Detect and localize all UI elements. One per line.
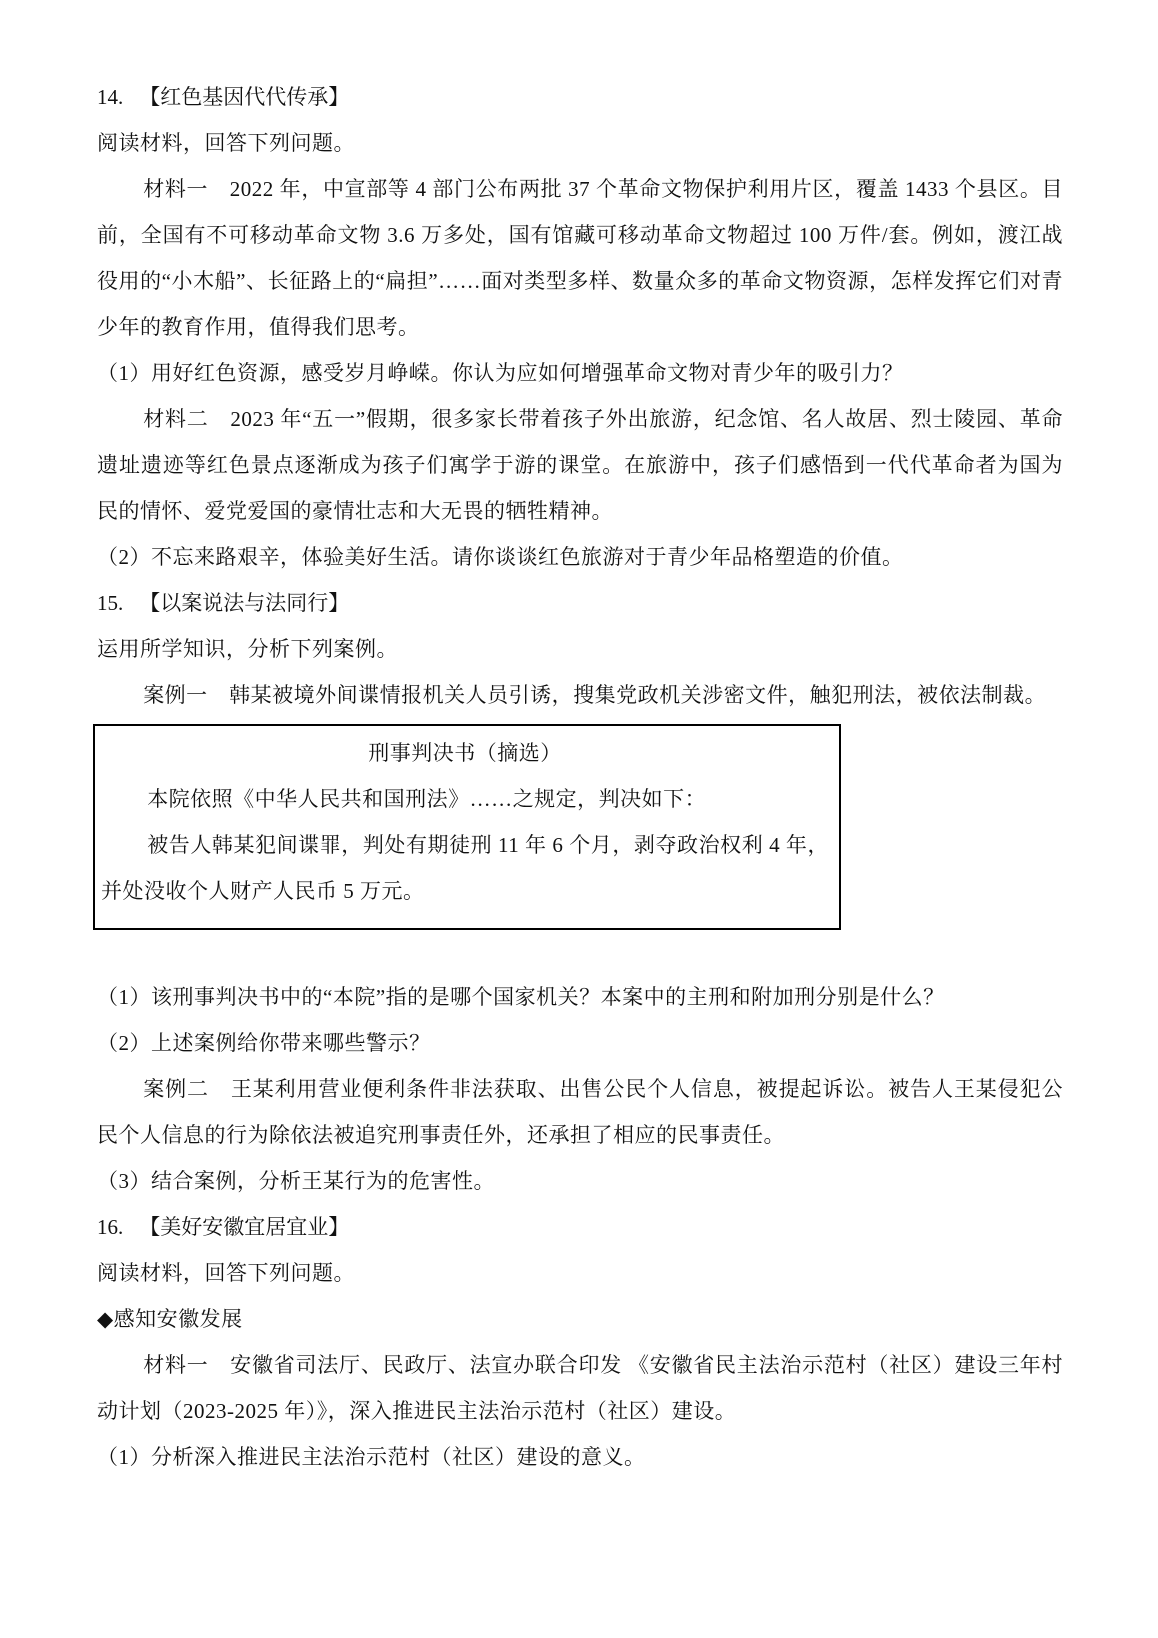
question-15-sub-question-1: （1）该刑事判决书中的“本院”指的是哪个国家机关？本案中的主刑和附加刑分别是什么？: [97, 985, 945, 1009]
question-14-intro: 阅读材料，回答下列问题。: [97, 131, 355, 155]
question-16-sub-question-1: （1）分析深入推进民主法治示范村（社区）建设的意义。: [97, 1445, 646, 1469]
question-14-number: 14.: [97, 85, 124, 109]
section-marker-label: 感知安徽发展: [113, 1307, 243, 1331]
question-15-title: 【以案说法与法同行】: [139, 591, 350, 615]
verdict-paragraph-2: 被告人韩某犯间谍罪，判处有期徒刑 11 年 6 个月，剥夺政治权利 4 年，并处没收个人财产人民币 5 万元。: [101, 833, 829, 903]
question-15-heading: [97, 580, 1063, 626]
question-15-number: 15.: [97, 591, 124, 615]
question-15-case-2: 案例二 王某利用营业便利条件非法获取、出售公民个人信息，被提起诉讼。被告人王某侵犯公民个人信息的行为除依法被追究刑事责任外，还承担了相应的民事责任。: [97, 1077, 1063, 1147]
question-15-sub-question-2: （2）上述案例给你带来哪些警示？: [97, 1031, 431, 1055]
verdict-title: 刑事判决书（摘选）: [368, 741, 562, 765]
question-16-title: 【美好安徽宜居宜业】: [139, 1215, 350, 1239]
section-marker: [97, 1296, 1063, 1342]
diamond-icon: ◆: [97, 1307, 114, 1331]
question-14-sub-question-2: （2）不忘来路艰辛，体验美好生活。请你谈谈红色旅游对于青少年品格塑造的价值。: [97, 545, 904, 569]
question-15-sub-question-3: （3）结合案例，分析王某行为的危害性。: [97, 1169, 495, 1193]
criminal-verdict-box: [93, 724, 841, 930]
question-16-intro: 阅读材料，回答下列问题。: [97, 1261, 355, 1285]
question-16-material-1: 材料一 安徽省司法厅、民政厅、法宣办联合印发 《安徽省民主法治示范村（社区）建设三年村动计划（2023-2025 年）》，深入推进民主法治示范村（社区）建设。: [97, 1353, 1063, 1423]
question-16-heading: [97, 1204, 1063, 1250]
question-14-material-2: 材料二 2023 年“五一”假期，很多家长带着孩子外出旅游，纪念馆、名人故居、烈士陵园、革命遗址遗迹等红色景点逐渐成为孩子们寓学于游的课堂。在旅游中，孩子们感悟到一代代革命者为国为民的情怀、爱党爱国的豪情壮志和大无畏的牺牲精神。: [97, 407, 1063, 523]
verdict-paragraph-1: 本院依照《中华人民共和国刑法》……之规定，判决如下：: [147, 787, 707, 811]
question-14-heading: [97, 74, 1063, 120]
question-14-title: 【红色基因代代传承】: [139, 85, 350, 109]
question-14-material-1: 材料一 2022 年，中宣部等 4 部门公布两批 37 个革命文物保护利用片区，覆盖 1433 个县区。目前，全国有不可移动革命文物 3.6 万多处，国有馆藏可移动革命文物超过 100 万件/套。例如，渡江战役用的“小木船”、长征路上的“扁担”……面对类型多样、数量众多的革命文物资源，怎样发挥它们对青少年的教育作用，值得我们思考。: [97, 177, 1063, 339]
question-16-number: 16.: [97, 1215, 124, 1239]
question-14-sub-question-1: （1）用好红色资源，感受岁月峥嵘。你认为应如何增强革命文物对青少年的吸引力？: [97, 361, 904, 385]
question-15-intro: 运用所学知识，分析下列案例。: [97, 637, 398, 661]
question-15-case-1: 案例一 韩某被境外间谍情报机关人员引诱，搜集党政机关涉密文件，触犯刑法，被依法制裁。: [143, 683, 1047, 707]
